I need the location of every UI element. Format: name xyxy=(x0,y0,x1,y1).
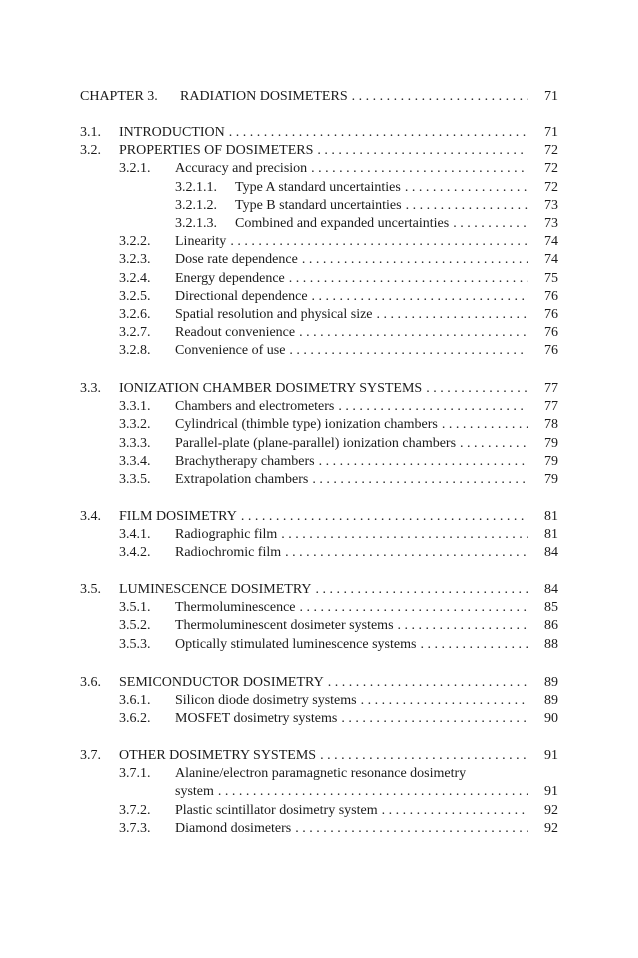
dot-leader xyxy=(218,783,528,801)
toc-entry-number: 3.2.5. xyxy=(119,288,151,304)
dot-leader xyxy=(311,160,528,178)
toc-entry-page: 79 xyxy=(544,435,558,451)
toc-entry-page: 81 xyxy=(544,509,558,524)
chapter-title: RADIATION DOSIMETERS xyxy=(180,89,348,104)
toc-entry-title: Radiographic film xyxy=(175,527,278,543)
toc-entry-title: Type A standard uncertainties xyxy=(235,179,401,195)
toc-entry[interactable] xyxy=(119,802,558,820)
toc-entry-page: 84 xyxy=(544,582,558,597)
dot-leader xyxy=(317,142,528,160)
toc-entry-number: 3.3.2. xyxy=(119,417,151,433)
toc-entry-number: 3.7. xyxy=(80,748,101,763)
dot-leader xyxy=(281,526,528,544)
toc-entry[interactable] xyxy=(80,124,558,142)
toc-entry-number: 3.5.2. xyxy=(119,618,151,634)
toc-entry-number: 3.2.6. xyxy=(119,307,151,322)
toc-entry-title: Parallel-plate (plane-parallel) ionization chambers xyxy=(175,435,457,451)
dot-leader xyxy=(229,124,528,142)
toc-entry[interactable] xyxy=(119,288,558,306)
toc-entry-page: 73 xyxy=(544,197,558,213)
toc-entry-page: 76 xyxy=(544,307,558,322)
dot-leader xyxy=(241,508,528,526)
toc-entry[interactable] xyxy=(119,710,558,728)
toc-entry-number: 3.3.1. xyxy=(119,399,151,415)
toc-entry-title: Energy dependence xyxy=(175,270,285,286)
dot-leader xyxy=(398,617,528,635)
toc-entry[interactable] xyxy=(175,179,558,197)
toc-entry[interactable] xyxy=(119,160,558,178)
toc-entry-page: 91 xyxy=(544,748,558,763)
toc-entry-page: 89 xyxy=(544,675,558,690)
toc-entry-number: 3.6.2. xyxy=(119,711,151,727)
toc-entry-title: OTHER DOSIMETRY SYSTEMS xyxy=(119,748,317,763)
toc-entry[interactable] xyxy=(119,820,558,838)
toc-entry-number: 3.3. xyxy=(80,381,101,396)
toc-entry-page: 78 xyxy=(544,417,558,433)
toc-entry-title: Radiochromic film xyxy=(175,545,282,561)
dot-leader xyxy=(300,599,528,617)
toc-entry[interactable] xyxy=(119,471,558,489)
toc-entry-number: 3.3.4. xyxy=(119,453,151,469)
toc-entry[interactable] xyxy=(119,636,558,654)
toc-entry-number: 3.4.2. xyxy=(119,545,151,561)
toc-entry[interactable] xyxy=(119,692,558,710)
toc-entry-page: 74 xyxy=(544,252,558,268)
toc-entry-number: 3.3.5. xyxy=(119,472,151,487)
toc-entry-title: Type B standard uncertainties xyxy=(235,197,402,213)
toc-entry[interactable] xyxy=(119,270,558,288)
toc-entry[interactable] xyxy=(119,306,558,324)
dot-leader xyxy=(442,416,528,434)
dot-leader xyxy=(289,342,528,360)
toc-entry[interactable] xyxy=(175,215,558,233)
toc-entry-title: Plastic scintillator dosimetry system xyxy=(175,802,378,818)
dot-leader xyxy=(295,820,528,838)
toc-entry[interactable] xyxy=(80,674,558,692)
toc-entry-page: 85 xyxy=(544,600,558,616)
toc-entry-title: Thermoluminescence xyxy=(175,600,296,616)
dot-leader xyxy=(320,747,528,765)
toc-entry-page: 72 xyxy=(544,161,558,177)
toc-entry[interactable] xyxy=(119,435,558,453)
toc-entry-page: 88 xyxy=(544,636,558,652)
toc-entry[interactable] xyxy=(119,233,558,251)
toc-entry-number: 3.5. xyxy=(80,582,101,597)
toc-entry-page: 86 xyxy=(544,618,558,634)
toc-entry-title: INTRODUCTION xyxy=(119,125,225,140)
dot-leader xyxy=(289,270,528,288)
dot-leader xyxy=(453,215,528,233)
toc-entry-title: Extrapolation chambers xyxy=(175,472,309,487)
toc-entry-number: 3.7.3. xyxy=(119,820,151,836)
toc-entry-page: 92 xyxy=(544,802,558,818)
chapter-heading xyxy=(80,88,558,106)
toc-entry-title: Diamond dosimeters xyxy=(175,820,292,836)
toc-entry-page: 77 xyxy=(544,399,558,415)
dot-leader xyxy=(230,233,528,251)
toc-entry-page: 71 xyxy=(544,125,558,140)
toc-entry-page: 73 xyxy=(544,216,558,231)
chapter-number: CHAPTER 3. xyxy=(80,89,158,104)
dot-leader xyxy=(361,692,528,710)
toc-entry-title: Chambers and electrometers xyxy=(175,399,335,415)
toc-entry-number: 3.4.1. xyxy=(119,527,151,543)
dot-leader xyxy=(406,197,528,215)
toc-entry-number: 3.2.7. xyxy=(119,325,151,341)
toc-entry-page: 81 xyxy=(544,527,558,543)
toc-entry-number: 3.2.1.3. xyxy=(175,216,217,231)
toc-entry-title: LUMINESCENCE DOSIMETRY xyxy=(119,582,312,597)
toc-entry[interactable] xyxy=(119,324,558,342)
dot-leader xyxy=(319,453,528,471)
toc-entry-page: 72 xyxy=(544,143,558,159)
dot-leader xyxy=(382,802,528,820)
toc-entry-title: Silicon diode dosimetry systems xyxy=(175,693,357,709)
toc-entry-title: Brachytherapy chambers xyxy=(175,453,315,469)
toc-entry-title-continuation: system xyxy=(175,784,214,800)
toc-entry-number: 3.7.2. xyxy=(119,802,151,818)
toc-entry-title: MOSFET dosimetry systems xyxy=(175,711,338,727)
chapter-page: 71 xyxy=(544,89,558,104)
toc-entry-title: Convenience of use xyxy=(175,343,286,359)
toc-entry-title: Linearity xyxy=(175,234,227,250)
toc-entry-page: 76 xyxy=(544,343,558,359)
toc-entry-page: 90 xyxy=(544,711,558,727)
toc-entry-number: 3.2. xyxy=(80,143,101,159)
dot-leader xyxy=(352,88,528,106)
toc-entry-number: 3.5.3. xyxy=(119,636,151,652)
dot-leader xyxy=(426,380,528,398)
dot-leader xyxy=(420,636,528,654)
dot-leader xyxy=(302,251,528,269)
toc-entry[interactable] xyxy=(80,380,558,398)
toc-entry-number: 3.2.4. xyxy=(119,270,151,286)
toc-entry-number: 3.3.3. xyxy=(119,435,151,451)
toc-entry-number: 3.2.8. xyxy=(119,343,151,359)
dot-leader xyxy=(328,674,528,692)
dot-leader xyxy=(460,435,528,453)
toc-entry-page: 84 xyxy=(544,545,558,561)
toc-entry[interactable] xyxy=(119,453,558,471)
toc-entry[interactable] xyxy=(119,342,558,360)
dot-leader xyxy=(312,288,528,306)
dot-leader xyxy=(338,398,528,416)
toc-entry-page: 92 xyxy=(544,820,558,836)
toc-entry[interactable] xyxy=(175,197,558,215)
dot-leader xyxy=(312,471,528,489)
toc-entry-continuation[interactable] xyxy=(175,783,558,801)
toc-entry-page: 91 xyxy=(544,784,558,800)
toc-entry[interactable] xyxy=(80,747,558,765)
toc-entry-page: 79 xyxy=(544,472,558,487)
toc-entry-title: Cylindrical (thimble type) ionization chambers xyxy=(175,417,438,433)
toc-entry-number: 3.6. xyxy=(80,675,101,690)
dot-leader xyxy=(285,544,528,562)
dot-leader xyxy=(405,179,528,197)
toc-entry-number: 3.2.1. xyxy=(119,161,151,177)
dot-leader xyxy=(316,581,528,599)
toc-entry-title: Directional dependence xyxy=(175,288,308,304)
toc-entry-number: 3.6.1. xyxy=(119,693,151,709)
toc-entry[interactable] xyxy=(80,508,558,526)
toc-entry-page: 76 xyxy=(544,288,558,304)
toc-entry-title: SEMICONDUCTOR DOSIMETRY xyxy=(119,675,324,690)
dot-leader xyxy=(377,306,528,324)
toc-entry-title: Accuracy and precision xyxy=(175,161,308,177)
toc-entry-number: 3.1. xyxy=(80,125,101,140)
toc-entry-number: 3.2.2. xyxy=(119,234,151,250)
toc-entry-number: 3.2.1.1. xyxy=(175,179,217,195)
toc-entry-title: FILM DOSIMETRY xyxy=(119,509,237,524)
toc-entry-page: 89 xyxy=(544,693,558,709)
toc-entry[interactable] xyxy=(119,398,558,416)
toc-entry-page: 79 xyxy=(544,453,558,469)
dot-leader xyxy=(341,710,528,728)
toc-entry-number: 3.2.3. xyxy=(119,252,151,268)
toc-entry-number: 3.7.1. xyxy=(119,766,151,782)
toc-entry-page: 75 xyxy=(544,270,558,286)
toc-entry-number: 3.4. xyxy=(80,509,101,524)
toc-entry-title: Alanine/electron paramagnetic resonance dosimetry xyxy=(175,766,467,782)
toc-entry[interactable] xyxy=(80,581,558,599)
toc-entry-page: 74 xyxy=(544,234,558,250)
toc-entry[interactable] xyxy=(119,599,558,617)
toc-entry[interactable] xyxy=(119,526,558,544)
toc-entry-page: 76 xyxy=(544,325,558,341)
toc-entry-title: Combined and expanded uncertainties xyxy=(235,216,450,231)
toc-entry[interactable] xyxy=(80,142,558,160)
toc-entry-title: Dose rate dependence xyxy=(175,252,298,268)
toc-entry[interactable] xyxy=(119,617,558,635)
toc-entry-title: Readout convenience xyxy=(175,325,296,341)
toc-entry[interactable] xyxy=(119,416,558,434)
toc-entry[interactable] xyxy=(119,544,558,562)
toc-entry-title: IONIZATION CHAMBER DOSIMETRY SYSTEMS xyxy=(119,381,423,396)
toc-entry-title: Spatial resolution and physical size xyxy=(175,307,373,322)
toc-entry-title: PROPERTIES OF DOSIMETERS xyxy=(119,143,314,159)
toc-entry-title: Optically stimulated luminescence systems xyxy=(175,636,417,652)
toc-entry-number: 3.2.1.2. xyxy=(175,197,217,213)
toc-entry-page: 72 xyxy=(544,179,558,195)
dot-leader xyxy=(299,324,528,342)
toc-entry[interactable] xyxy=(119,765,558,783)
toc-entry-page: 77 xyxy=(544,381,558,396)
toc-entry[interactable] xyxy=(119,251,558,269)
toc-entry-number: 3.5.1. xyxy=(119,600,151,616)
toc-entry-title: Thermoluminescent dosimeter systems xyxy=(175,618,394,634)
